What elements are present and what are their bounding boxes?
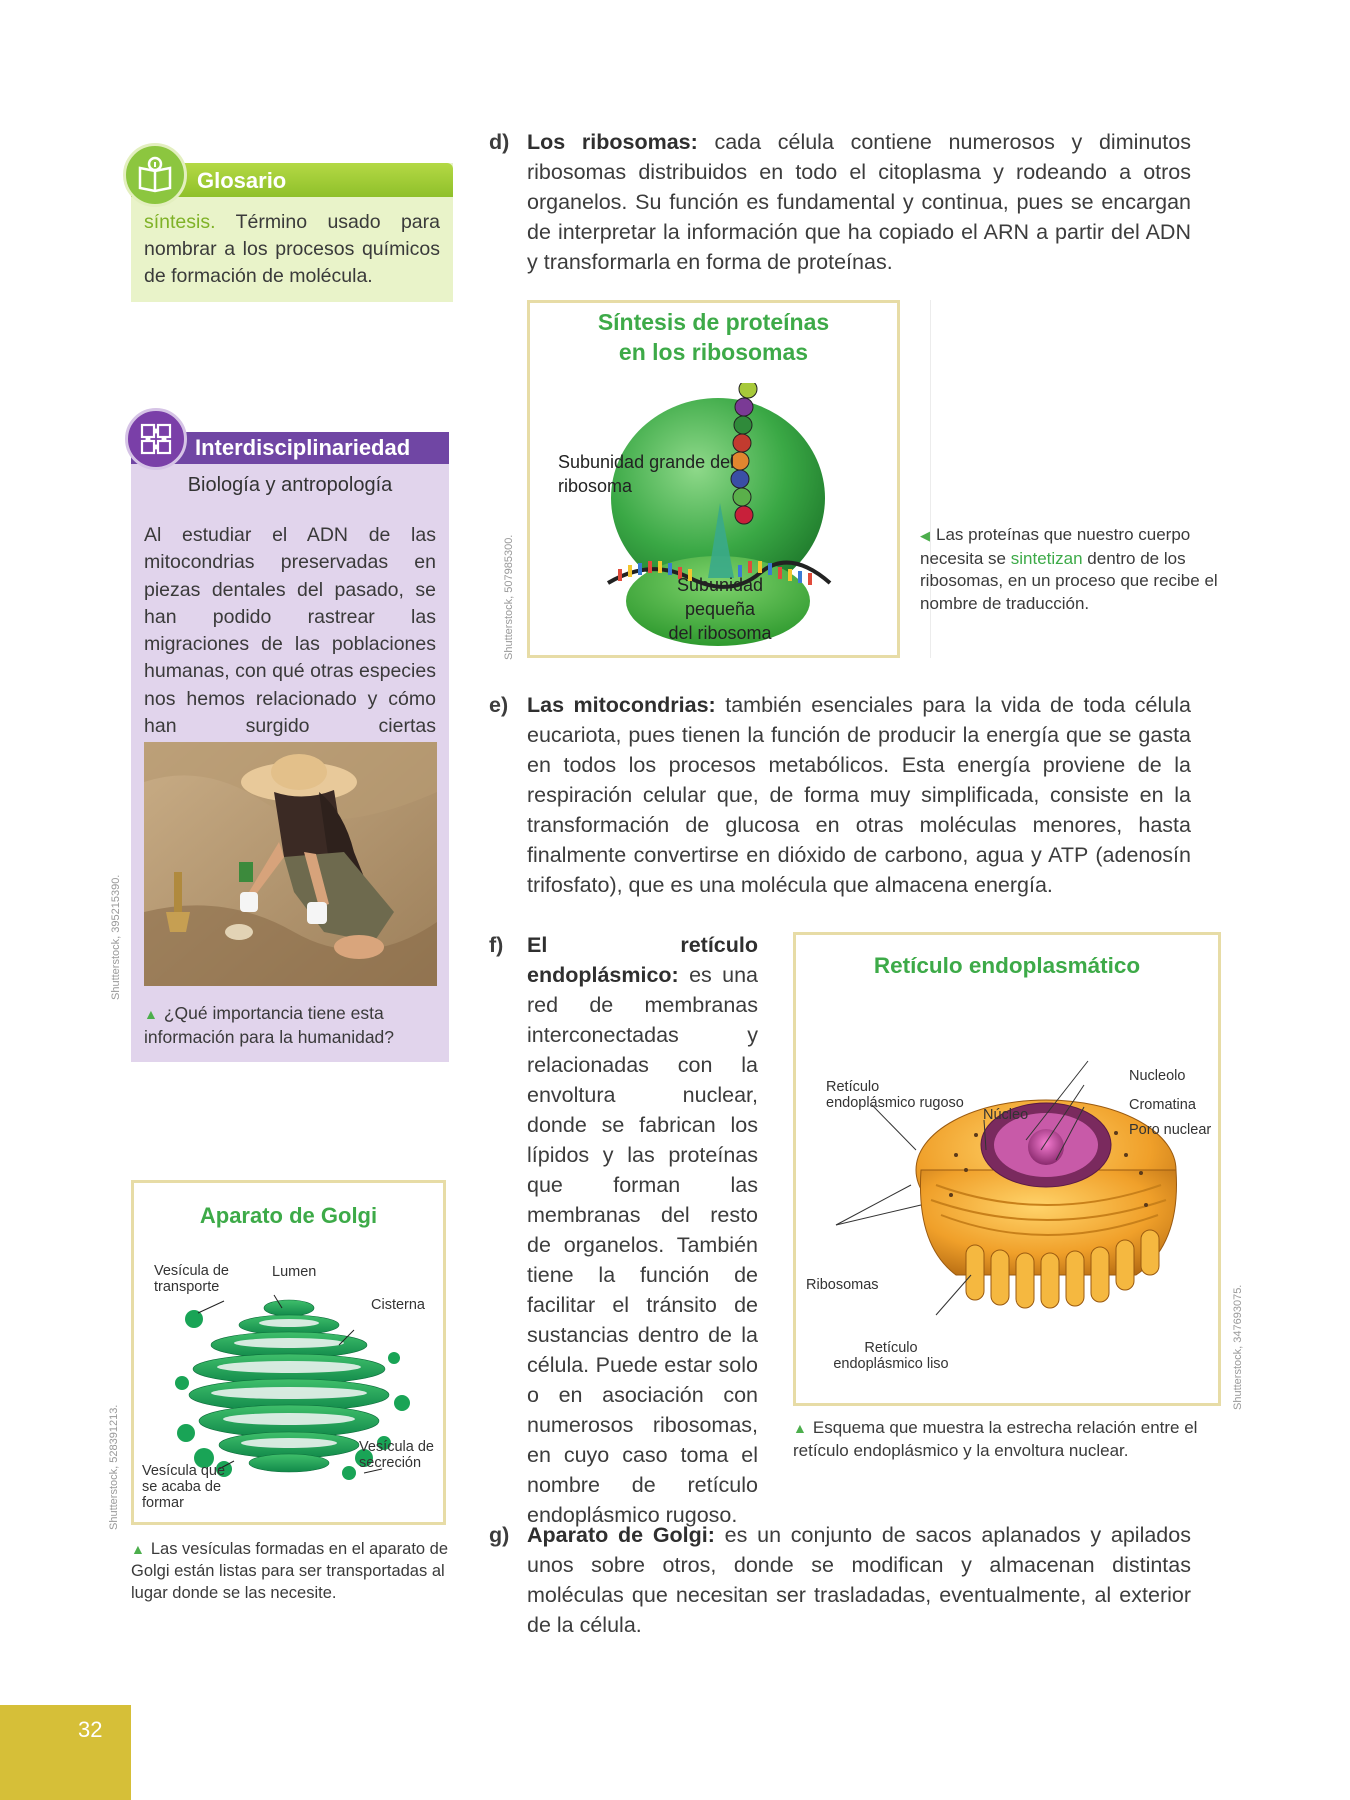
rough-er-label: Retículo endoplásmico rugoso — [826, 1079, 964, 1111]
ribosome-caption-before: Las proteínas que nuestro cuerpo necesita se — [920, 525, 1191, 568]
book-icon — [123, 143, 187, 207]
smooth-er-label: Retículo endoplásmico liso — [833, 1340, 949, 1372]
caption-triangle-icon: ◀ — [920, 528, 930, 543]
section-g — [489, 1520, 1191, 1640]
page-number: 32 — [78, 1717, 103, 1742]
nucleus-label: Núcleo — [983, 1107, 1029, 1123]
section-f-letter: f) — [489, 933, 504, 957]
small-subunit-line1: Subunidad pequeña — [676, 575, 764, 619]
lumen-label: Lumen — [272, 1264, 317, 1280]
section-d-letter: d) — [489, 130, 510, 154]
small-subunit-line2: del ribosoma — [668, 623, 772, 643]
puzzle-icon — [125, 408, 187, 470]
photo-credit: Shutterstock, 395215390. — [110, 874, 122, 1000]
caption-triangle-icon: ▲ — [144, 1006, 158, 1022]
section-d-term: Los ribosomas: — [527, 130, 698, 154]
golgi-caption-text: Las vesículas formadas en el aparato de Golgi están listas para ser transportadas al lugar donde se las necesite. — [131, 1540, 449, 1602]
ribosome-caption — [920, 524, 1220, 615]
ribosome-caption-highlight: sintetizan — [1010, 548, 1083, 568]
re-credit: Shutterstock, 347693075. — [1232, 1284, 1244, 1410]
ribosome-figure-title — [530, 307, 897, 367]
nuclear-pore-label: Poro nuclear — [1129, 1122, 1212, 1138]
small-subunit-label — [640, 573, 800, 645]
re-caption — [793, 1417, 1233, 1462]
interdisciplinary-box — [131, 432, 449, 1062]
glossary-box — [131, 163, 453, 302]
ribosomes-label: Ribosomas — [806, 1277, 879, 1293]
ribosome-figure — [527, 300, 900, 658]
ribosome-title-line1: Síntesis de proteínas — [597, 309, 830, 335]
section-e-letter: e) — [489, 693, 509, 717]
golgi-figure-title: Aparato de Golgi — [199, 1203, 378, 1228]
section-g-letter: g) — [489, 1523, 510, 1547]
transport-vesicle-label: Vesícula de transporte — [154, 1263, 229, 1295]
secretion-vesicle-label: Vesícula de secreción — [359, 1439, 434, 1471]
interdisciplinary-caption — [144, 1002, 440, 1049]
glossary-definition-text: Término usado para nombrar a los procesos químicos de formación de molécula. — [144, 211, 440, 287]
section-f-term: El retículo endoplásmico: — [527, 933, 758, 987]
ribosome-credit: Shutterstock, 507985300. — [503, 534, 515, 660]
section-d — [489, 127, 1191, 277]
large-subunit-label: Subunidad grande del ribosoma — [558, 452, 735, 496]
section-e-text: también esenciales para la vida de toda célula eucariota, pues tienen la función de producir la energía que se gasta en todos los procesos metabólicos. Esta energía proviene de la respiración celular que, de forma muy simplificada, consiste en la transformación de glucosa en otras moléculas menores, hasta finalmente convertirse en dióxido de carbono, agua y ATP (adenosín trifosfato), que es una molécula que almacena energía. — [527, 693, 1191, 897]
interdisciplinary-subtitle: Biología y antropología — [187, 474, 393, 496]
interdisciplinary-caption-text: ¿Qué importancia tiene esta información para la humanidad? — [144, 1003, 395, 1047]
re-caption-text: Esquema que muestra la estrecha relación entre el retículo endoplásmico y la envoltura nuclear. — [793, 1418, 1198, 1460]
cisterna-label: Cisterna — [371, 1297, 425, 1313]
section-e-term: Las mitocondrias: — [527, 693, 716, 717]
caption-triangle-icon: ▲ — [131, 1541, 145, 1557]
chromatin-label: Cromatina — [1129, 1097, 1196, 1113]
golgi-caption — [131, 1538, 451, 1604]
re-leader-lines — [796, 935, 1218, 1403]
golgi-credit: Shutterstock, 528391213. — [108, 1404, 120, 1530]
section-e — [489, 690, 1191, 900]
section-f — [489, 930, 758, 1530]
interdisciplinary-title: Interdisciplinariedad — [195, 435, 411, 460]
interdisciplinary-text: Al estudiar el ADN de las mitocondrias preservadas en piezas dentales del pasado, se han podido rastrear las migraciones de las poblaciones humanas, con qué otras especies nos hemos relacionado y cómo han surgido ciertas — [144, 524, 436, 738]
glossary-definition — [144, 209, 440, 290]
forming-vesicle-label: Vesícula que se acaba de formar — [142, 1463, 226, 1511]
section-g-term: Aparato de Golgi: — [527, 1523, 715, 1547]
glossary-term: síntesis. — [144, 211, 216, 233]
glossary-title: Glosario — [197, 168, 287, 193]
section-g-text: es un conjunto de sacos aplanados y apilados unos sobre otros, donde se modifican y almacenan distintas moléculas que necesitan ser trasladadas, eventualmente, al exterior de la célula. — [527, 1523, 1191, 1637]
archaeology-photo — [144, 742, 437, 986]
re-figure — [793, 932, 1221, 1406]
ribosome-caption-after: dentro de los ribosomas, en un proceso que recibe el nombre de traducción. — [920, 548, 1218, 613]
nucleolus-label: Nucleolo — [1129, 1068, 1186, 1084]
section-d-text: cada célula contiene numerosos y diminutos ribosomas distribuidos en todo el citoplasma y rodeando a otros organelos. Su función es fundamental y continua, pues se encargan de interpretar la información que ha copiado el ARN a partir del ADN y transformarla en forma de proteínas. — [527, 130, 1191, 274]
re-figure-title: Retículo endoplasmático — [873, 953, 1141, 978]
section-f-text: es una red de membranas interconectadas y relacionadas con la envoltura nuclear, donde se fabrican los lípidos y las proteínas que forman las membranas del resto de organelos. También tiene la función de facilitar el tránsito de sustancias dentro de la célula. Puede estar solo o en asociación con numerosos ribosomas, en cuyo caso toma el nombre de retículo endoplásmico rugoso. — [527, 963, 758, 1527]
caption-triangle-icon: ▲ — [793, 1420, 807, 1436]
page-number-box — [0, 1705, 131, 1800]
golgi-figure — [131, 1180, 446, 1525]
ribosome-title-line2: en los ribosomas — [618, 339, 809, 365]
